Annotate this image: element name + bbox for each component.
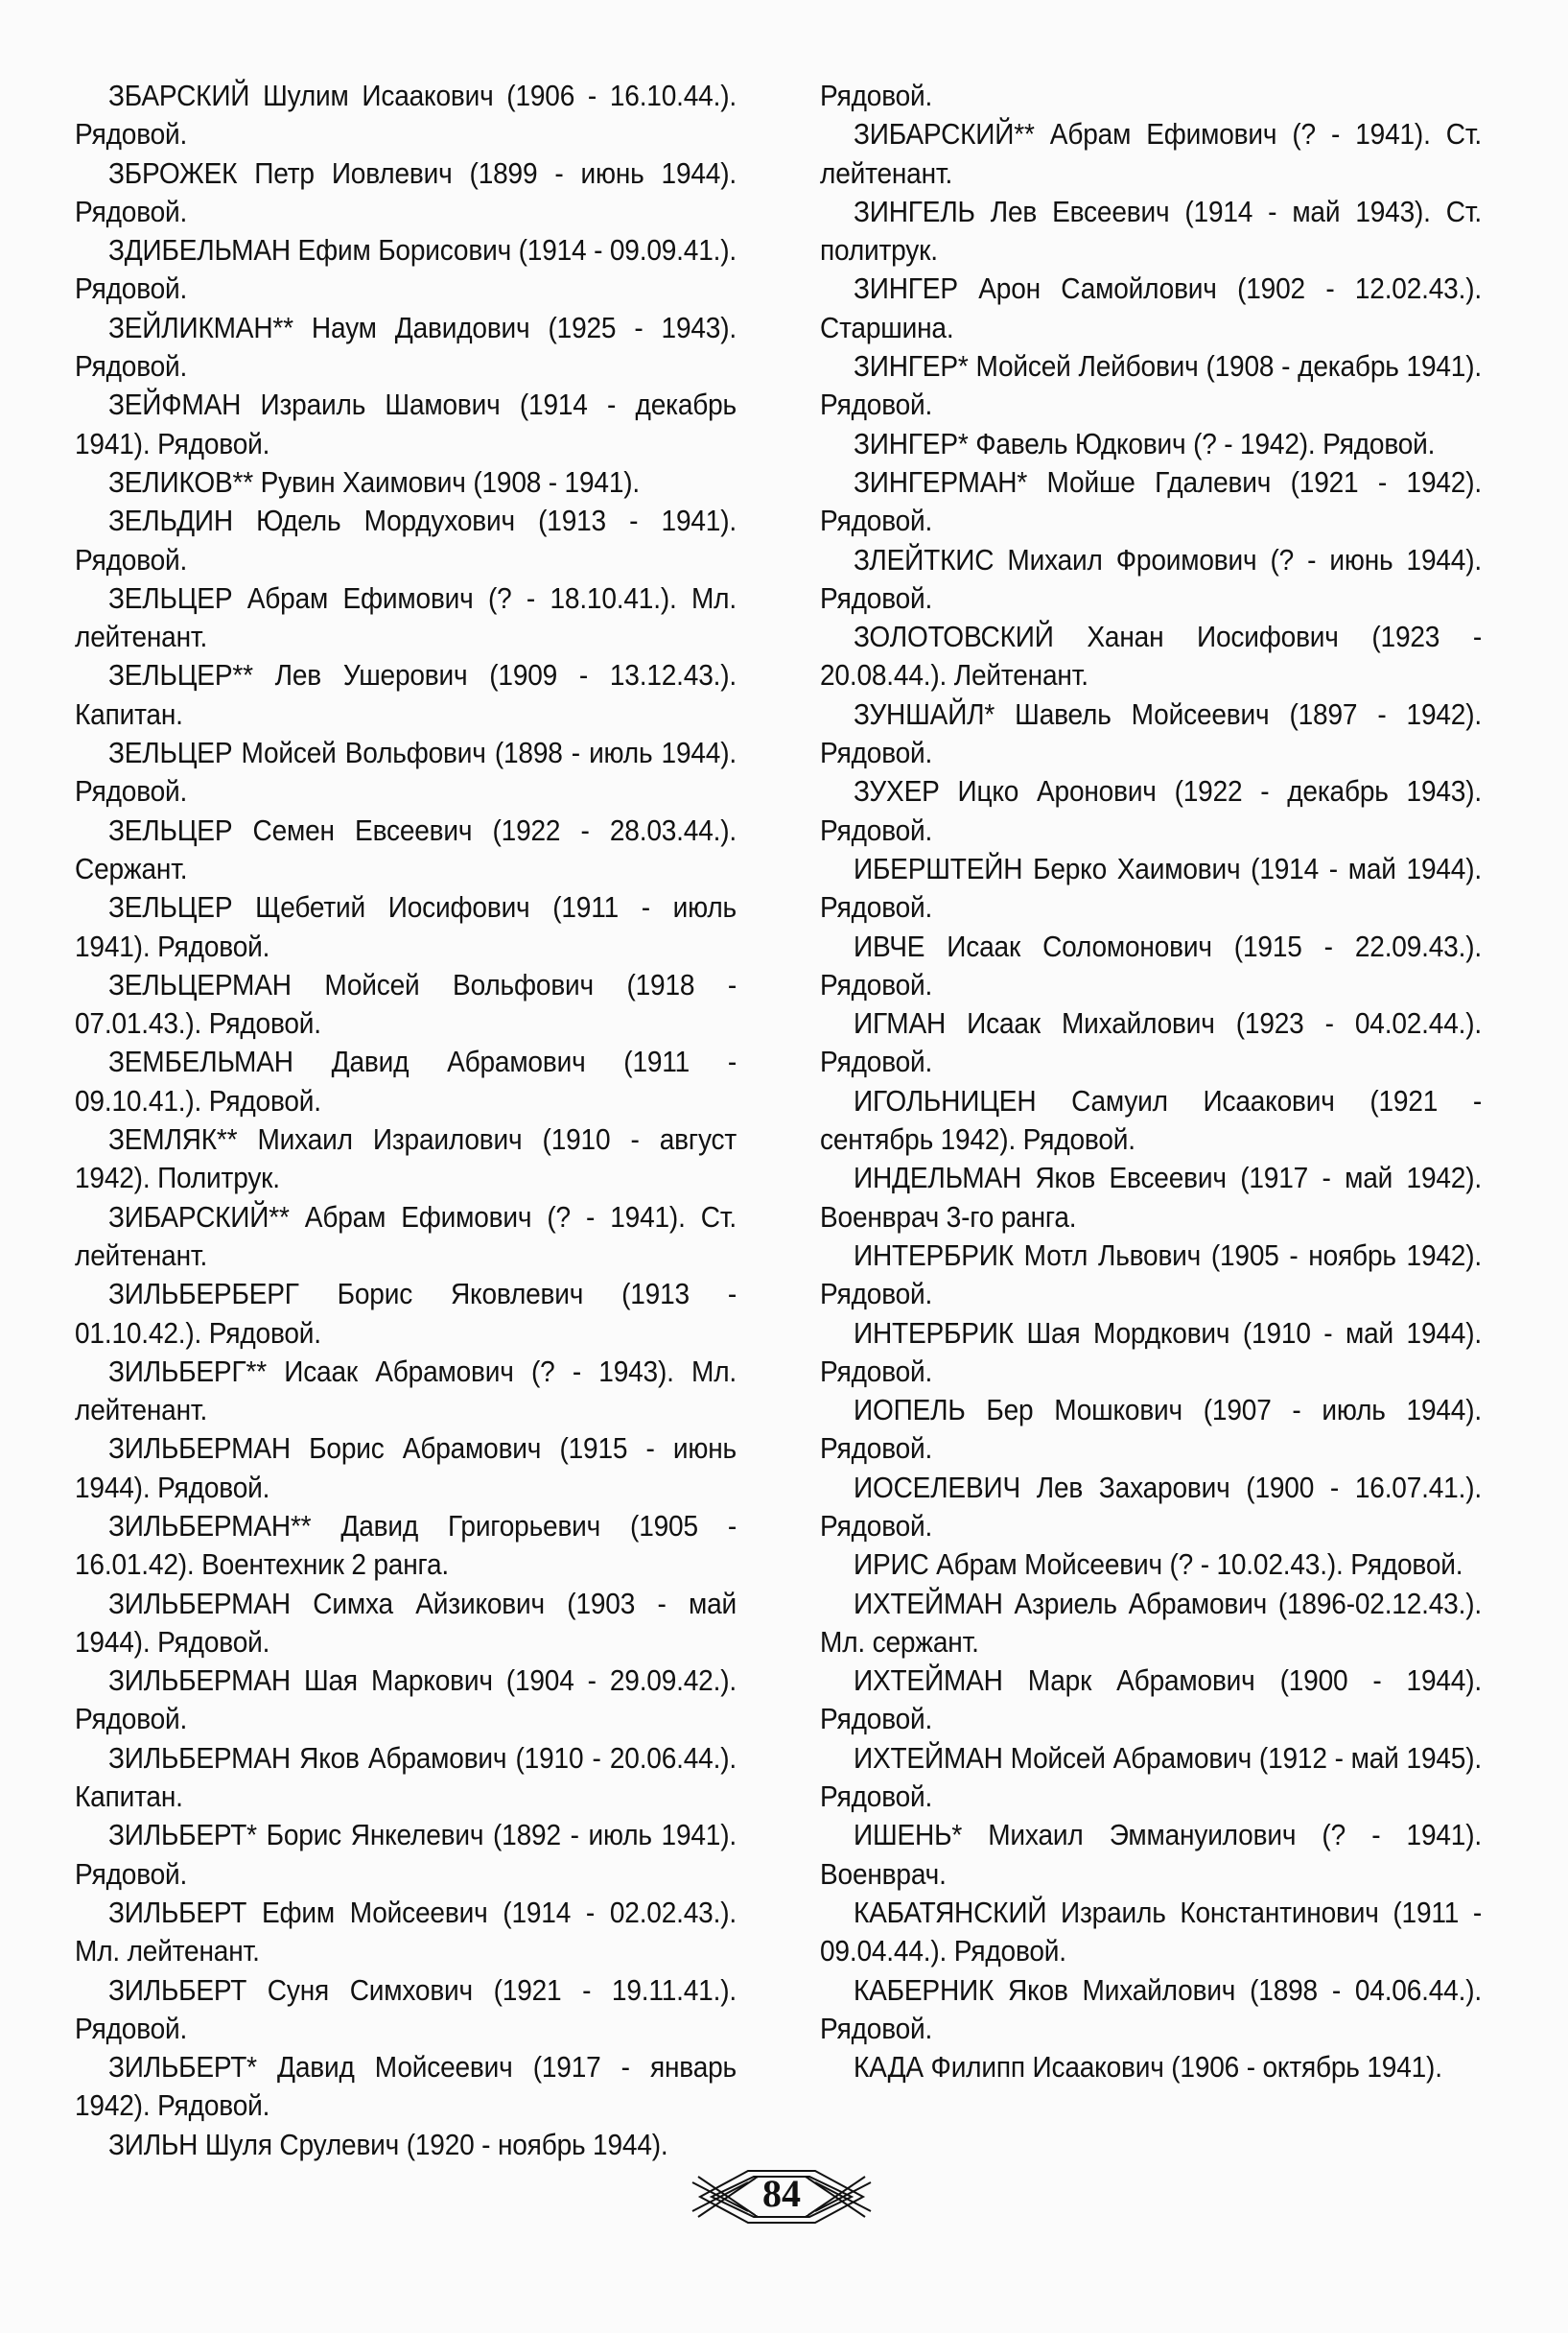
memorial-entry: ЗИЛЬБЕРМАН Симха Айзикович (1903 - май 1944). Рядовой. [75,1587,737,1659]
memorial-entry: ЗЕЛЬЦЕР** Лев Ушерович (1909 - 13.12.43.). Капитан. [75,659,737,731]
memorial-entry: ЗИЛЬБЕРТ* Давид Мойсеевич (1917 - январь 1942). Рядовой. [75,2051,737,2123]
memorial-entry: ЗИЛЬБЕРГ** Исаак Абрамович (? - 1943). Мл. лейтенант. [75,1355,737,1427]
memorial-entry: ЗЕМБЕЛЬМАН Давид Абрамович (1911 - 09.10.41.). Рядовой. [75,1046,737,1118]
memorial-entry: ИШЕНЬ* Михаил Эммануилович (? - 1941). Военврач. [820,1819,1482,1891]
memorial-entry: ЗИНГЕР* Мойсей Лейбович (1908 - декабрь 1941). Рядовой. [820,350,1482,422]
memorial-entry: ЗИНГЕР* Фавель Юдкович (? - 1942). Рядовой. [853,427,1436,460]
memorial-entry: ИОСЕЛЕВИЧ Лев Захарович (1900 - 16.07.41.). Рядовой. [820,1471,1482,1543]
memorial-entry: КАБАТЯНСКИЙ Израиль Константинович (1911 - 09.04.44.). Рядовой. [820,1896,1482,1968]
memorial-entry: ЗЕМЛЯК** Михаил Израилович (1910 - август 1942). Политрук. [75,1123,737,1195]
memorial-entry: ИХТЕЙМАН Марк Абрамович (1900 - 1944). Рядовой. [820,1664,1482,1736]
memorial-entry: ИНТЕРБРИК Мотл Львович (1905 - ноябрь 1942). Рядовой. [820,1238,1482,1311]
memorial-entry: ЗИБАРСКИЙ** Абрам Ефимович (? - 1941). Ст. лейтенант. [820,118,1482,190]
memorial-entry: ИГОЛЬНИЦЕН Самуил Исаакович (1921 - сентябрь 1942). Рядовой. [820,1084,1482,1157]
memorial-entry: ЗБРОЖЕК Петр Иовлевич (1899 - июнь 1944). Рядовой. [75,156,737,228]
memorial-entry: ЗИНГЕРМАН* Мойше Гдалевич (1921 - 1942). Рядовой. [820,465,1482,538]
page-number: 84 [762,2172,801,2215]
memorial-entry: ИВЧЕ Исаак Соломонович (1915 - 22.09.43.). Рядовой. [820,930,1482,1002]
memorial-entry: ЗИБАРСКИЙ** Абрам Ефимович (? - 1941). Ст. лейтенант. [75,1200,737,1272]
memorial-entry: ЗЕЙЛИКМАН** Наум Давидович (1925 - 1943). Рядовой. [75,311,737,384]
memorial-entry: ЗИНГЕЛЬ Лев Евсеевич (1914 - май 1943). Ст. политрук. [820,195,1482,268]
memorial-entry: ЗУНШАЙЛ* Шавель Мойсеевич (1897 - 1942). Рядовой. [820,697,1482,770]
memorial-entry: ЗЛЕЙТКИС Михаил Фроимович (? - июнь 1944). Рядовой. [820,543,1482,615]
memorial-entry: ЗЕЙФМАН Израиль Шамович (1914 - декабрь 1941). Рядовой. [75,389,737,460]
page-number-ornament [690,2163,873,2230]
memorial-entry: ИРИС Абрам Мойсеевич (? - 10.02.43.). Рядовой. [853,1548,1463,1582]
memorial-entry: ИНТЕРБРИК Шая Мордкович (1910 - май 1944). Рядовой. [820,1316,1482,1388]
memorial-entry: ЗИНГЕР Арон Самойлович (1902 - 12.02.43.). Старшина. [820,272,1482,344]
memorial-entry: ЗБАРСКИЙ Шулим Исаакович (1906 - 16.10.44.). Рядовой. [75,80,737,152]
left-column [75,77,737,2164]
memorial-entry: ЗИЛЬБЕРМАН** Давид Григорьевич (1905 - 16.01.42). Воентехник 2 ранга. [75,1509,737,1582]
memorial-entry: ЗЕЛЬЦЕР Мойсей Вольфович (1898 - июль 1944). Рядовой. [75,737,737,809]
memorial-entry: ЗЕЛИКОВ** Рувин Хаимович (1908 - 1941). [107,465,641,499]
entry-continuation: Рядовой. [820,80,933,112]
memorial-entry: ЗИЛЬН Шуля Срулевич (1920 - ноябрь 1944). [107,2128,668,2161]
memorial-entry: ИОПЕЛЬ Бер Мошкович (1907 - июль 1944). Рядовой. [820,1394,1482,1466]
memorial-entry: ЗИЛЬБЕРМАН Борис Абрамович (1915 - июнь 1944). Рядовой. [75,1432,737,1504]
memorial-entry: ЗИЛЬБЕРТ Суня Симхович (1921 - 19.11.41.). Рядовой. [75,1973,737,2045]
right-column [820,77,1482,2086]
memorial-entry: ЗЕЛЬЦЕР Абрам Ефимович (? - 18.10.41.). Мл. лейтенант. [75,581,737,654]
memorial-entry: ИХТЕЙМАН Мойсей Абрамович (1912 - май 1945). Рядовой. [820,1741,1482,1814]
memorial-entry: ЗЕЛЬДИН Юдель Мордухович (1913 - 1941). Рядовой. [75,505,737,577]
memorial-entry: ЗИЛЬБЕРБЕРГ Борис Яковлевич (1913 - 01.10.42.). Рядовой. [75,1278,737,1350]
memorial-entry: ЗЕЛЬЦЕР Семен Евсеевич (1922 - 28.03.44.). Сержант. [75,813,737,885]
memorial-entry: ЗЕЛЬЦЕР Щебетий Иосифович (1911 - июль 1941). Рядовой. [75,891,737,963]
memorial-entry: ЗОЛОТОВСКИЙ Ханан Иосифович (1923 - 20.08.44.). Лейтенант. [820,621,1482,693]
memorial-entry: КАБЕРНИК Яков Михайлович (1898 - 04.06.44.). Рядовой. [820,1973,1482,2045]
memorial-entry: ИБЕРШТЕЙН Берко Хаимович (1914 - май 1944). Рядовой. [820,852,1482,925]
memorial-entry: ИНДЕЛЬМАН Яков Евсеевич (1917 - май 1942). Военврач 3-го ранга. [820,1162,1482,1234]
memorial-entry: ЗЕЛЬЦЕРМАН Мойсей Вольфович (1918 - 07.01.43.). Рядовой. [75,968,737,1041]
memorial-entry: ИХТЕЙМАН Азриель Абрамович (1896-02.12.43.). Мл. сержант. [820,1587,1482,1659]
memorial-entry: ИГМАН Исаак Михайлович (1923 - 04.02.44.). Рядовой. [820,1007,1482,1079]
memorial-entry: ЗИЛЬБЕРМАН Яков Абрамович (1910 - 20.06.44.). Капитан. [75,1741,737,1814]
memorial-entry: ЗИЛЬБЕРТ Ефим Мойсеевич (1914 - 02.02.43.). Мл. лейтенант. [75,1896,737,1968]
memorial-entry: ЗИЛЬБЕРТ* Борис Янкелевич (1892 - июль 1941). Рядовой. [75,1819,737,1891]
memorial-entry: ЗИЛЬБЕРМАН Шая Маркович (1904 - 29.09.42.). Рядовой. [75,1664,737,1736]
memorial-entry: ЗУХЕР Ицко Аронович (1922 - декабрь 1943). Рядовой. [820,775,1482,847]
memorial-entry: КАДА Филипп Исаакович (1906 - октябрь 1941). [853,2051,1442,2085]
memorial-entry: ЗДИБЕЛЬМАН Ефим Борисович (1914 - 09.09.41.). Рядовой. [75,234,737,306]
